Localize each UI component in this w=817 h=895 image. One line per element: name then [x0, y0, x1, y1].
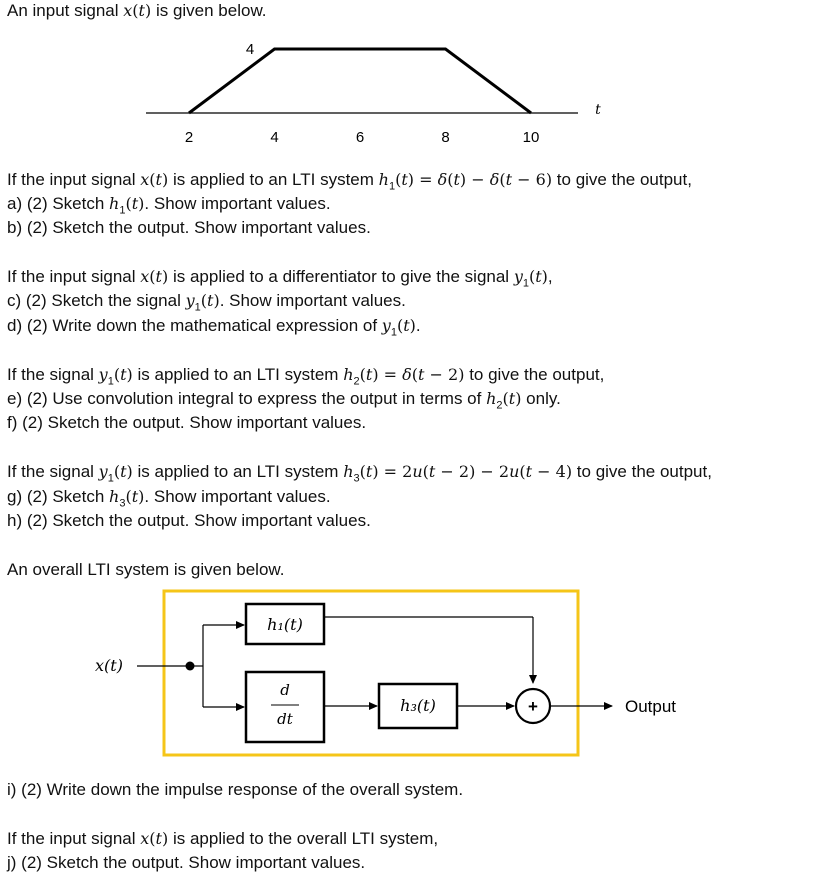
tick-label: 6 — [355, 129, 365, 146]
q1-lead: If the input signal x(t) is applied to an LTI system $h_1(t) = \delta(t) - \delta(t - 6)$ to give the output, — [7, 170, 692, 193]
axis-label-t: t — [595, 102, 601, 118]
intro-text: An input signal x(t) is given below. — [7, 1, 267, 20]
overall-text: An overall LTI system is given below. — [7, 560, 285, 579]
peak-label: 4 — [245, 41, 255, 58]
output-label: Output — [625, 697, 677, 716]
diff-numerator: d — [280, 681, 290, 699]
tick-labels — [185, 129, 540, 146]
tick-label: 4 — [270, 129, 279, 146]
tick-label: 8 — [441, 129, 450, 146]
block-h3-label: h₃(t) — [400, 696, 436, 715]
block-h1-label: h₁(t) — [267, 615, 303, 634]
q1-a: a) (2) Sketch $h_1(t)$. Show important values. — [7, 194, 331, 217]
system-frame — [164, 591, 578, 755]
tick-label: 10 — [522, 129, 540, 146]
diff-denominator: dt — [277, 710, 293, 728]
q3-e: e) (2) Use convolution integral to express the output in terms of $h_2(t)$ only. — [7, 389, 561, 412]
q3-f: f) (2) Sketch the output. Show important values. — [7, 413, 367, 432]
q6-j: j) (2) Sketch the output. Show important values. — [7, 853, 366, 872]
q4-g: g) (2) Sketch $h_3(t)$. Show important values. — [7, 487, 331, 510]
tick-label: 2 — [184, 129, 194, 146]
q2-c: c) (2) Sketch the signal $y_1(t)$. Show important values. — [7, 291, 406, 314]
q6-lead: If the input signal x(t) is applied to the overall LTI system, — [7, 829, 439, 848]
q3-lead: If the signal $y_1(t)$ is applied to an LTI system $h_2(t) = \delta(t - 2)$ to give the output, — [7, 365, 605, 388]
q1-b: b) (2) Sketch the output. Show important values. — [7, 218, 371, 237]
block-diagram — [0, 585, 817, 765]
input-label: x(t) — [95, 656, 123, 675]
signal-trapezoid — [189, 49, 531, 113]
q4-lead: If the signal $y_1(t)$ is applied to an LTI system $h_3(t) = 2u(t - 2) - 2u(t - 4)$ to give the output, — [7, 462, 712, 485]
q5-i: i) (2) Write down the impulse response of the overall system. — [7, 780, 464, 799]
adder-sign: + — [528, 697, 538, 716]
signal-plot — [0, 30, 817, 190]
q2-lead: If the input signal x(t) is applied to a differentiator to give the signal $y_1(t)$, — [7, 267, 553, 290]
q4-h: h) (2) Sketch the output. Show important values. — [7, 511, 371, 530]
q2-d: d) (2) Write down the mathematical expression of $y_1(t)$. — [7, 316, 421, 339]
